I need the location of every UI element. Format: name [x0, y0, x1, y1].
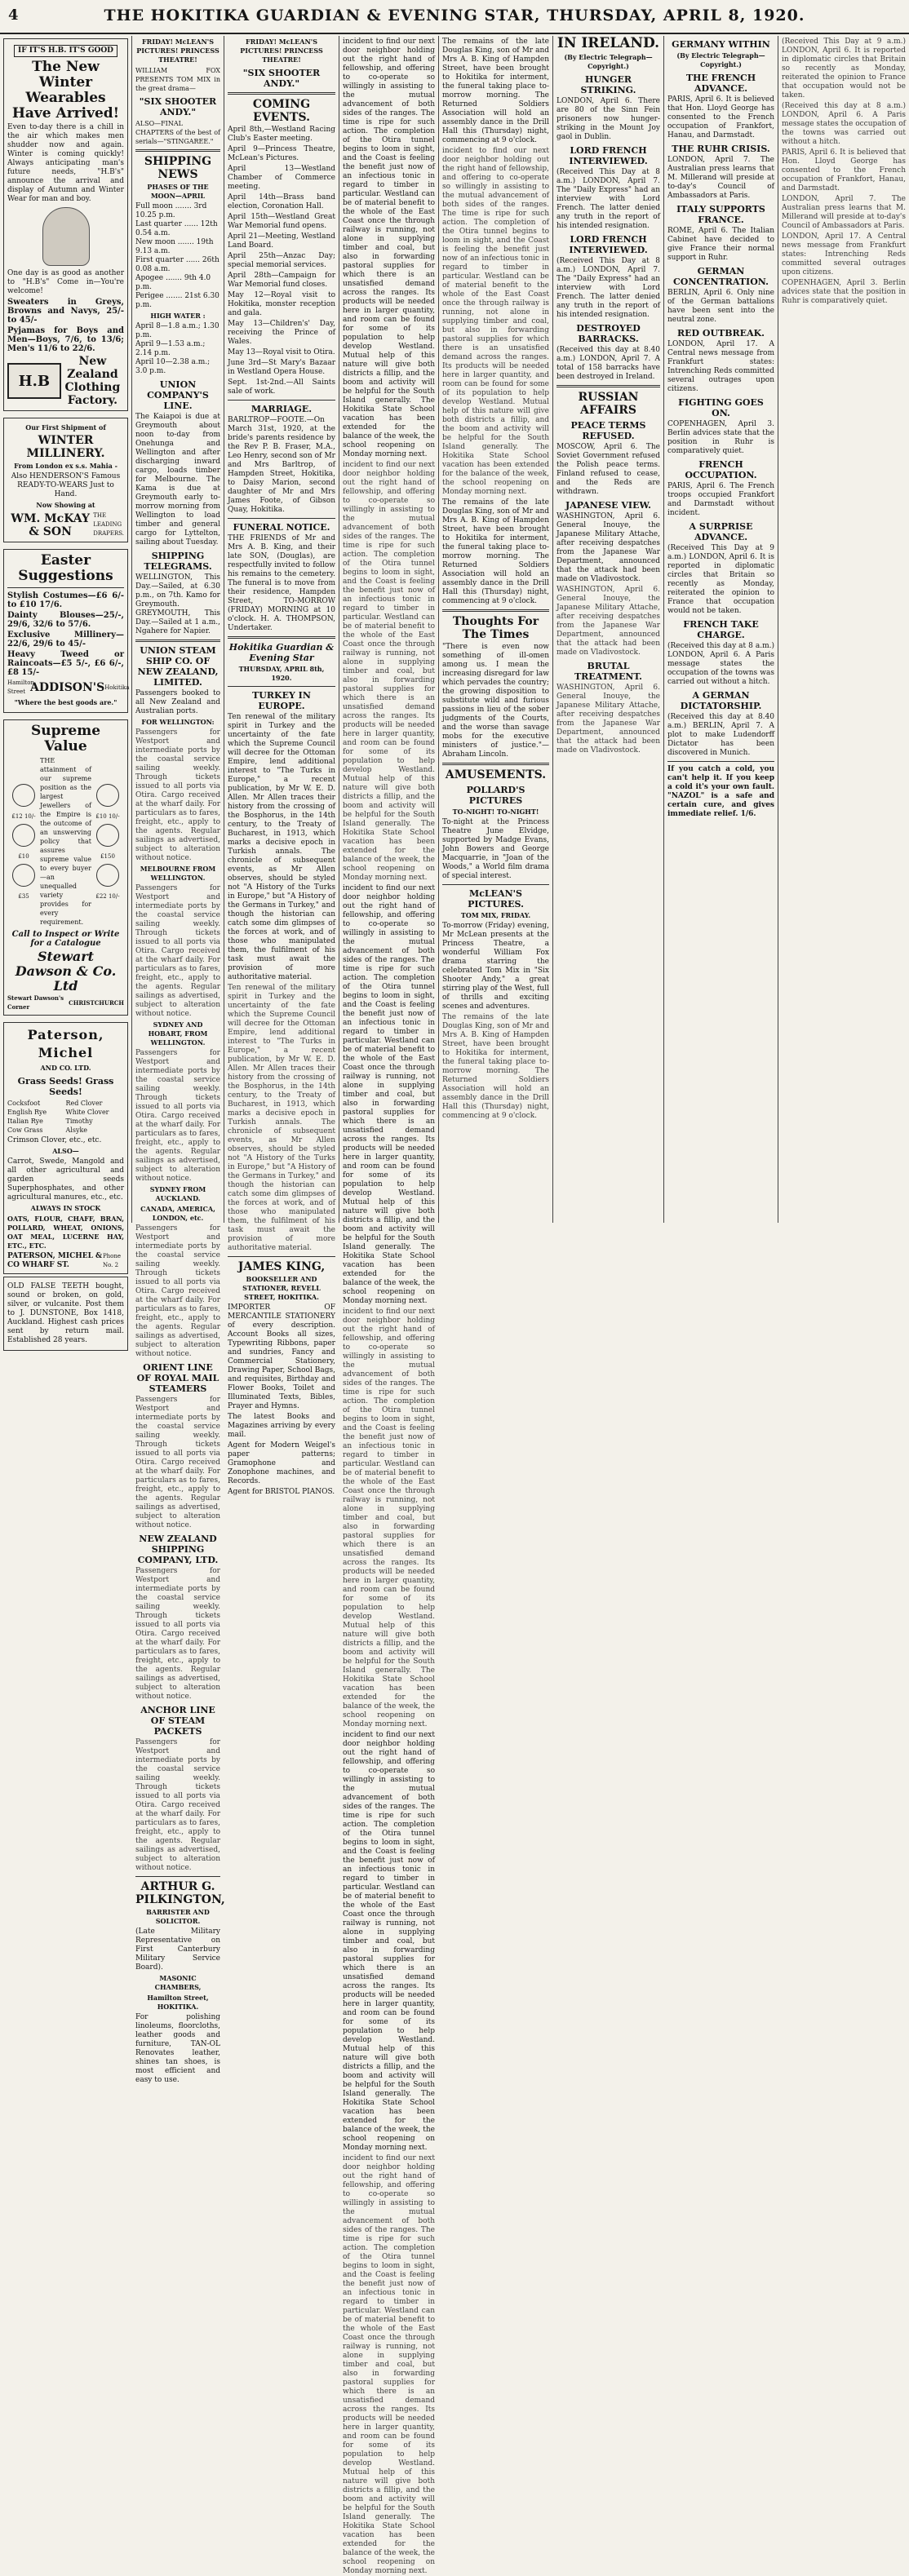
easter-advert [3, 549, 128, 713]
germany-section [667, 690, 774, 758]
japanese-body: WASHINGTON, April 6. General Inouye, the Japanese Military Attache, after receiving despatches from the Japanese War Department, announced that the attack had been made on Vladivostock. [556, 512, 660, 583]
divider [228, 636, 335, 639]
divider [442, 609, 549, 612]
paterson-sub: AND CO. LTD. [40, 1064, 91, 1072]
jamesking-magazines: The latest Books and Magazines arriving by every mail. [228, 1413, 335, 1439]
editorial-body: incident to find our next door neighbor holding out the right hand of fellowship, and offering to co-operate so willingly in assisting to the mutual advancement of both sides of the ranges. The time is ripe for such action. The completion of the Otira tunnel begins to loom in sight, and the Coast is feeling the benefit just now of an infectious tonic in regard to timber in particular. Westland can be of material benefit to the whole of the East Coast once the through railway is running, not alone in supplying timber and coal, but also in forwarding pastoral supplies for which there is an unsatisfied demand across the ranges. Its products will be needed here in larger quantity, and room can be found for some of its population to help develop Westland. Mutual help of this nature will give both districts a fillip, and the boom and activity will be helpful for the South Island generally. The Hokitika State School vacation has been extended for the balance of the week, the school reopening on Monday morning next. [343, 38, 435, 458]
film-title: "SIX SHOOTER ANDY." [139, 96, 217, 117]
paterson-footer: PATERSON, MICHEL & CO WHARF ST. [7, 1252, 103, 1269]
page-number: 4 [8, 7, 19, 24]
hb-headline: The New Winter Wearables Have Arrived! [11, 59, 120, 122]
event-item: May 13—Children's' Day, receiving the Prince of Wales. [228, 320, 335, 346]
germany-section [667, 204, 774, 263]
easter-line: Heavy Tweed or Raincoats—£5 5/-, £6 6/-, £8 15/- [7, 650, 124, 677]
supreme-corner: Stewart Dawson's Corner [7, 994, 64, 1011]
editorial-body: incident to find our next door neighbor holding out the right hand of fellowship, and offering to co-operate so willingly in assisting to the mutual advancement of both sides of the ranges. The time is ripe for such action. The completion of the Otira tunnel begins to loom in sight, and the Coast is feeling the benefit just now of an infectious tonic in regard to timber in particular. Westland can be of material benefit to the whole of the East Coast once the through railway is running, not alone in supplying timber and coal, but also in forwarding pastoral supplies for which there is an unsatisfied demand across the ranges. Its products will be needed here in larger quantity, and room can be found for some of its population to help develop Westland. Mutual help of this nature will give both districts a fillip, and the boom and activity will be helpful for the South Island generally. The Hokitika State School vacation has been extended for the balance of the week, the school reopening on Monday morning next. [343, 1308, 435, 1728]
divider [228, 1256, 335, 1257]
millinery-title: WINTER MILLINERY. [26, 434, 105, 460]
peace-title: PEACE TERMS REFUSED. [570, 420, 646, 441]
local-news: incident to find our next door neighbor holding out the right hand of fellowship, and offering to co-operate so willingly in assisting to the mutual advancement of both sides of the ranges. The time is ripe for such action. The completion of the Otira tunnel begins to loom in sight, and the Coast is feeling the benefit just now of an infectious tonic in regard to timber in particular. Westland can be of material benefit to the whole of the East Coast once the through railway is running, not alone in supplying timber and coal, but also in forwarding pastoral supplies for which there is an unsatisfied demand across the ranges. Its products will be needed here in larger quantity, and room can be found for some of its population to help develop Westland. Mutual help of this nature will give both districts a fillip, and the boom and activity will be helpful for the South Island generally. The Hokitika State School vacation has been extended for the balance of the week, the school reopening on Monday morning next. [442, 147, 549, 496]
local-news: The remains of the late Douglas King, son of Mr and Mrs A. B. King of Hampden Street, have been brought to Hokitika for interment, the funeral taking place to-morrow morning. The Returned Soldiers Association will hold an assembly dance in the Drill Hall this (Thursday) night, commencing at 9 o'clock. [442, 498, 549, 605]
smiling-man-illustration [42, 207, 90, 266]
ring-price: £10 10/- [95, 813, 120, 820]
event-item: May 13—Royal visit to Otira. [228, 348, 335, 356]
germany-section-body: BERLIN, April 6. Only nine of the German battalions have been sent into the neutral zone. [667, 289, 774, 324]
germany-section-body: LONDON, April 7. The Australian press learns that M. Millerand will preside at to-day's Council of Ambassadors at Paris. [667, 156, 774, 200]
moon-phase-row: Last quarter ...... 12th 0.54 a.m. [135, 220, 218, 237]
cable-continued: (Received This Day at 9 a.m.) LONDON, April 6. It is reported in diplomatic circles that Britain so recently as Monday, reiterated the opinion to France that occupation would not be taken. [782, 38, 906, 100]
moon-phase-row: New moon ....... 19th 9.13 a.m. [135, 238, 214, 255]
lord-body: (Received This Day at 8 a.m.) LONDON, April 7. The "Daily Express" had an interview with Lord French. The latter denied any truth in the report of his intended resignation. [556, 168, 660, 230]
hb-brand-logo: IF IT'S H.B. IT'S GOOD [14, 45, 118, 57]
millinery-intro: Our First Shipment of [25, 423, 106, 432]
divider [135, 640, 220, 642]
stingaree-line: ALSO—FINAL CHAPTERS of the best of serials—"STINGAREE." [135, 120, 220, 145]
germany-section-title: FIGHTING GOES ON. [678, 397, 764, 418]
jamesking-agent: Agent for Modern Weigel's paper patterns; Gramophone and Zonophone machines, and Records. [228, 1441, 335, 1485]
germany-section-body: ROME, April 6. The Italian Cabinet have decided to give France their normal support in Ruhr. [667, 227, 774, 262]
high-water-row: April 8—1.8 a.m.; 1.30 p.m. [135, 322, 219, 339]
funeral-body: THE FRIENDS of Mr and Mrs A. B. King, and their late SON, (Douglas), are respectfully invited to follow his remains to the cemetery. The funeral is to move from their residence, Hampden Street, TO-MORROW (FRIDAY) MORNING at 10 o'clock. H. A. THOMPSON, Undertaker. [228, 534, 335, 632]
jamesking-body: IMPORTER OF MERCANTILE STATIONERY of every description. Account Books all sizes, Typewriting Ribbons, paper and sundries, Fancy and Commercial Stationery, Drawing Paper, School Bags, and requisites, Birthday and Flower Books, Toilet and Illuminated Texts, Bibles, Prayer and Hymns. [228, 1303, 335, 1410]
cable-credit: (By Electric Telegraph—Copyright.) [564, 53, 653, 70]
event-item: April 25th—Anzac Day; special memorial services. [228, 252, 335, 269]
newspaper-title: THE HOKITIKA GUARDIAN & EVENING STAR, THURSDAY, APRIL 8, 1920. [104, 7, 805, 24]
telegrams-title: SHIPPING TELEGRAMS. [144, 551, 212, 572]
coming-events-title: COMING EVENTS. [252, 98, 311, 124]
cable-continued: COPENHAGEN, April 3. Berlin advices state that the position in Ruhr is comparatively quiet. [782, 279, 906, 305]
shipping-line: SYDNEY FROM AUCKLAND. [149, 1185, 206, 1202]
ring-price: £150 [100, 853, 115, 860]
germany-section [667, 521, 774, 616]
tonight: TO-NIGHT! TO-NIGHT! [452, 808, 539, 816]
paterson-grain: OATS, FLOUR, CHAFF, BRAN, POLLARD, WHEAT, ONIONS, OAT MEAL, LUCERNE HAY, ETC., ETC. [7, 1215, 124, 1250]
shipping-line: ORIENT LINE OF ROYAL MAIL STEAMERS [136, 1362, 219, 1394]
germany-section-title: GERMAN CONCENTRATION. [673, 266, 769, 287]
paterson-name: Paterson, Michel [27, 1027, 104, 1060]
column-7 [664, 36, 778, 1223]
germany-section-title: FRENCH TAKE CHARGE. [683, 619, 759, 640]
hb-advert [3, 38, 128, 411]
hunger-body: LONDON, April 6. There are 80 of the Sinn Fein prisoners now hunger-striking in the Mount Joy gaol in Dublin. [556, 97, 660, 141]
ring-price: £22 10/- [95, 893, 120, 900]
easter-line: Stylish Costumes—£6 6/- to £10 17/6. [7, 591, 124, 609]
germany-section-body: (Received This Day at 9 a.m.) LONDON, April 6. It is reported in diplomatic circles that Britain so recently as Monday, reiterated the opinion to France that occupation would not be taken. [667, 544, 774, 615]
pilkington-role: BARRISTER AND SOLICITOR. [146, 1908, 210, 1925]
shipping-filler: Passengers for Westport and intermediate ports by the coastal service sailing weekly. Through tickets issued to all ports via Otira. Cargo received at the wharf daily. For particulars as to fares, freight, etc., apply to the agents. Regular sailings as advertised, subject to alteration without notice. [135, 1738, 220, 1872]
jamesking-name: JAMES KING, [237, 1260, 326, 1273]
event-item: May 12—Royal visit to Hokitika, monster reception and gala. [228, 291, 335, 317]
russian-head: RUSSIAN AFFAIRS [578, 391, 639, 417]
lord-body: (Received This Day at 8 a.m.) LONDON, April 7. The "Daily Express" had an interview with Lord French. The latter denied any truth in the report of his intended resignation. [556, 257, 660, 319]
germany-section-body: PARIS, April 6. It is believed that Hon. Lloyd George has consented to the French occupation of Frankfort, Hanau, and Darmstadt. [667, 95, 774, 139]
millinery-advert [3, 418, 128, 542]
shipping-line: NEW ZEALAND SHIPPING COMPANY, LTD. [137, 1534, 219, 1565]
local-news: The remains of the late Douglas King, son of Mr and Mrs A. B. King of Hampden Street, have been brought to Hokitika for interment, the funeral taking place to-morrow morning. The Returned Soldiers Association will hold an assembly dance in the Drill Hall this (Thursday) night, commencing at 9 o'clock. [442, 38, 549, 144]
germany-section [667, 73, 774, 140]
high-water-row: April 10—2.38 a.m.; 3.0 p.m. [135, 358, 211, 375]
seed-item: Crimson Clover, etc., etc. [7, 1136, 102, 1144]
supreme-city: CHRISTCHURCH [69, 998, 124, 1007]
destroyed-body: (Received this day at 8.40 a.m.) LONDON, April 7. A total of 158 barracks have been destroyed in Ireland. [556, 346, 660, 381]
divider [228, 686, 335, 687]
millinery-from: From London ex s.s. Mahia - [14, 462, 118, 470]
shipping-news-title: SHIPPING NEWS [144, 155, 212, 181]
shipping-filler: Passengers for Westport and intermediate ports by the coastal service sailing weekly. Through tickets issued to all ports via Otira. Cargo received at the wharf daily. For particulars as to fares, freight, etc., apply to the agents. Regular sailings as advertised, subject to alteration without notice. [135, 1224, 220, 1358]
phases-title: PHASES OF THE MOON—APRIL [147, 183, 209, 200]
mclean-banner: FRIDAY! McLEAN'S PICTURES! PRINCESS THEATRE! [136, 38, 219, 64]
seed-item: English Rye [7, 1109, 47, 1116]
supreme-title: Supreme Value [30, 723, 101, 755]
stewart-dawson-logo: Stewart Dawson & Co. Ltd [15, 949, 117, 994]
divider [667, 761, 774, 762]
paterson-advert [3, 1022, 128, 1274]
easter-slogan: "Where the best goods are." [14, 698, 118, 706]
union-body: The Kaiapoi is due at Greymouth about noon to-day from Onehunga and Wellington and after discharging inward cargo, loads timber for Melbourne. The Kama is due at Greymouth early to-morrow morning from Wellington to load timber and general cargo for Lyttelton, sailing about Tuesday. [135, 413, 220, 547]
paterson-body: Carrot, Swede, Mangold and all other agricultural and garden seeds Superphosphates, and other agricultural manures, etc., etc. [7, 1157, 124, 1202]
peace-body: MOSCOW, April 6. The Soviet Government refused the Polish peace terms. Finland refused to cease, and the Reds are withdrawn. [556, 443, 660, 496]
turkey-title: TURKEY IN EUROPE. [252, 690, 311, 711]
ring-price: £35 [18, 893, 29, 900]
nazol-advert: If you catch a cold, you can't help it. If you keep a cold it's your own fault. "NAZOL" is a safe and certain cure, and gives immediate relief. 1/6. [667, 765, 774, 818]
moon-phase-row: Apogee ....... 9th 4.0 p.m. [135, 274, 211, 291]
high-water-row: April 9—1.53 a.m.; 2.14 p.m. [135, 340, 206, 357]
moon-phase-row: Perigee ....... 21st 6.30 p.m. [135, 292, 219, 309]
for-wellington: FOR WELLINGTON: [141, 718, 215, 726]
shipping-line: ANCHOR LINE OF STEAM PACKETS [140, 1705, 215, 1737]
germany-section-title: FRENCH OCCUPATION. [685, 459, 757, 480]
tanol-advert: For polishing linoleums, floorcloths, leather goods and furniture, TAN-OL Renovates leather, shines tan shoes, is most efficient and easy to use. [135, 2013, 220, 2084]
hb-sweaters: Sweaters in Greys, Browns and Navys, 25/- to 45/- [7, 298, 124, 325]
event-item: April 21—Meeting, Westland Land Board. [228, 232, 335, 250]
ussco-title: UNION STEAM SHIP CO. OF NEW ZEALAND, LIMITED. [137, 645, 219, 688]
column-5 [439, 36, 553, 1223]
pollard-title: POLLARD'S PICTURES [466, 785, 525, 806]
supreme-body: THE attainment of our supreme position as the largest Jewellers of the Empire is the outcome of an unswerving policy that assures supreme value to every buyer—an unequalled variety provides for every requirement. [40, 757, 91, 926]
event-item: April 15th—Westland Great War Memorial fund opens. [228, 213, 335, 230]
ireland-head: IN IRELAND. [556, 35, 660, 51]
jamesking-agent: Agent for BRISTOL PIANOS. [228, 1488, 335, 1496]
event-item: Sept. 1st-2nd.—All Saints sale of work. [228, 378, 335, 396]
germany-section-body: COPENHAGEN, April 3. Berlin advices state that the position in Ruhr is comparatively quiet. [667, 420, 774, 455]
hb-factory-logo: H.B [7, 363, 61, 399]
ring-illustration [12, 784, 35, 807]
divider [228, 400, 335, 401]
easter-street: Hamilton Street [7, 679, 34, 695]
event-item: April 13—Westland Chamber of Commerce meeting. [228, 165, 335, 191]
ring-price: £12 10/- [11, 813, 36, 820]
shipping-filler: Passengers for Westport and intermediate ports by the coastal service sailing weekly. Through tickets issued to all ports via Otira. Cargo received at the wharf daily. For particulars as to fares, freight, etc., apply to the agents. Regular sailings as advertised, subject to alteration without notice. [135, 884, 220, 1018]
pollard-body: To-night at the Princess Theatre June Elvidge, supported by Madge Evans, John Bowers and George Macquarrie, in "Joan of the Woods," a World film drama of special interest. [442, 818, 549, 880]
hb-pyjamas: Pyjamas for Boys and Men—Boys, 7/6, to 13/6; Men's 11/6 to 22/6. [7, 326, 124, 353]
divider [135, 1876, 220, 1877]
film-title: "SIX SHOOTER ANDY." [242, 68, 321, 89]
paterson-phone: Phone No. 2 [102, 1253, 122, 1268]
cable-continued: LONDON, April 7. The Australian press learns that M. Millerand will preside at to-day's Council of Ambassadors at Paris. [782, 195, 906, 230]
thoughts-body: "There is even now something of ill-omen among us. I mean the increasing disregard for law which pervades the country; the growing disposition to substitute wild and furious passions in lieu of the sober judgments of the Courts, and the worse than savage mobs for the executive ministers of justice."—Abraham Lincoln. [442, 643, 549, 759]
column-4 [339, 36, 439, 2575]
seed-item: Red Clover [65, 1100, 103, 1107]
editorial-body: incident to find our next door neighbor holding out the right hand of fellowship, and offering to co-operate so willingly in assisting to the mutual advancement of both sides of the ranges. The time is ripe for such action. The completion of the Otira tunnel begins to loom in sight, and the Coast is feeling the benefit just now of an infectious tonic in regard to timber in particular. Westland can be of material benefit to the whole of the East Coast once the through railway is running, not alone in supplying timber and coal, but also in forwarding pastoral supplies for which there is an unsatisfied demand across the ranges. Its products will be needed here in larger quantity, and room can be found for some of its population to help develop Westland. Mutual help of this nature will give both districts a fillip, and the boom and activity will be helpful for the South Island generally. The Hokitika State School vacation has been extended for the balance of the week, the school reopening on Monday morning next. [343, 461, 435, 882]
funeral-title: FUNERAL NOTICE. [233, 522, 330, 533]
paterson-stock: ALWAYS IN STOCK [30, 1204, 101, 1212]
masonic-place: Hamilton Street, HOKITIKA. [147, 1994, 209, 2011]
shipping-filler: Passengers for Westport and intermediate ports by the coastal service sailing weekly. Through tickets issued to all ports via Otira. Cargo received at the wharf daily. For particulars as to fares, freight, etc., apply to the agents. Regular sailings as advertised, subject to alteration without notice. [135, 728, 220, 862]
paper-nameplate: Hokitika Guardian & Evening Star [228, 642, 335, 663]
germany-head: GERMANY WITHIN [672, 39, 770, 50]
easter-firm: ADDISON'S [30, 681, 105, 694]
millinery-tag: THE LEADING DRAPERS. [93, 512, 125, 537]
germany-section-body: LONDON, April 17. A Central news message from Frankfurt states: Intrenching Reds committed several outrages upon citizens. [667, 340, 774, 393]
event-item: April 14th—Brass band election, Coronation Hall. [228, 193, 335, 210]
supreme-call: Call to Inspect or Write for a Catalogue [11, 930, 120, 948]
millinery-also: Also HENDERSON'S Famous READY-TO-WEARS Just to Hand. [11, 472, 121, 498]
ussco-sub: Passengers booked to all New Zealand and Australian ports. [135, 689, 220, 715]
germany-section-body: (Received this day at 8.40 a.m.) BERLIN, April 7. A plot to make Ludendorff Dictator has been discovered in Munich. [667, 713, 774, 757]
pilkington-note: (Late Military Representative on First Canterbury Military Service Board). [135, 1928, 220, 1972]
ring-illustration [12, 824, 35, 847]
easter-title: Easter Suggestions [18, 552, 113, 584]
teeth-advert [3, 1277, 128, 1351]
lord-title: LORD FRENCH INTERVIEWED. [569, 145, 648, 166]
germany-section-title: THE RUHR CRISIS. [672, 144, 770, 154]
divider [556, 385, 660, 387]
supreme-advert [3, 719, 128, 1016]
easter-line: Dainty Blouses—25/-, 29/6, 32/6 to 57/6. [7, 611, 124, 629]
germany-section-body: PARIS, April 6. The French troops occupied Frankfort and Darmstadt without incident. [667, 482, 774, 517]
seed-item: Timothy [65, 1118, 93, 1125]
shipping-filler: Passengers for Westport and intermediate ports by the coastal service sailing weekly. Through tickets issued to all ports via Otira. Cargo received at the wharf daily. For particulars as to fares, freight, etc., apply to the agents. Regular sailings as advertised, subject to alteration without notice. [135, 1567, 220, 1701]
moon-phase-row: Full moon ....... 3rd 10.25 p.m. [135, 202, 207, 219]
marriage-body: BARLTROP—FOOTE.—On March 31st, 1920, at the bride's parents residence by the Rev P. B. Fraser, M.A., Leo Henry, second son of Mr and Mrs Barltrop, of Hampden Street, Hokitika, to Daisy Marion, second daughter of Mr and Mrs James Foote, of Gibson Quay, Hokitika. [228, 416, 335, 514]
millinery-firm: WM. McKAY & SON [11, 511, 90, 538]
millinery-showing: Now Showing at [36, 501, 95, 509]
masonic-name: MASONIC CHAMBERS, [154, 1974, 202, 1991]
editorial-body: incident to find our next door neighbor holding out the right hand of fellowship, and offering to co-operate so willingly in assisting to the mutual advancement of both sides of the ranges. The time is ripe for such action. The completion of the Otira tunnel begins to loom in sight, and the Coast is feeling the benefit just now of an infectious tonic in regard to timber in particular. Westland can be of material benefit to the whole of the East Coast once the through railway is running, not alone in supplying timber and coal, but also in forwarding pastoral supplies for which there is an unsatisfied demand across the ranges. Its products will be needed here in larger quantity, and room can be found for some of its population to help develop Westland. Mutual help of this nature will give both districts a fillip, and the boom and activity will be helpful for the South Island generally. The Hokitika State School vacation has been extended for the balance of the week, the school reopening on Monday morning next. [343, 2154, 435, 2575]
fox-presents: WILLIAM FOX PRESENTS TOM MIX in the great drama— [135, 67, 220, 92]
hb-body: Even to-day there is a chill in the air which makes men shudder now and again. Winter is coming quickly! Always anticipating man's future needs, "H.B's" announce the arrival and display of Autumn and Winter Wear for man and boy. [7, 123, 124, 203]
germany-section-body: (Received this day at 8 a.m.) LONDON, April 6. A Paris message states the occupation of the towns was carried out without a hitch. [667, 642, 774, 686]
column-8 [778, 36, 909, 1223]
union-title: UNION COMPANY'S LINE. [147, 379, 209, 411]
event-item: April 9—Princess Theatre, McLean's Pictures. [228, 145, 335, 162]
easter-line: Exclusive Millinery—22/6, 29/6 to 45/- [7, 631, 124, 648]
easter-place: Hokitika [104, 684, 130, 691]
germany-section-title: ITALY SUPPORTS FRANCE. [676, 204, 765, 225]
mclean-banner: FRIDAY! McLEAN'S PICTURES! PRINCESS THEATRE! [240, 38, 323, 64]
telegrams-body: WELLINGTON, This Day.—Sailed, at 6.30 p.m., on 7th. Kamo for Greymouth. GREYMOUTH, This Day.—Sailed at 1 a.m., Ngahere for Napier. [135, 573, 220, 635]
destroyed-title: DESTROYED BARRACKS. [576, 323, 641, 344]
pilkington-name: ARTHUR G. PILKINGTON, [135, 1880, 225, 1906]
local-news: The remains of the late Douglas King, son of Mr and Mrs A. B. King of Hampden Street, have been brought to Hokitika for interment, the funeral taking place to-morrow morning. The Returned Soldiers Association will hold an assembly dance in the Drill Hall this (Thursday) night, commencing at 9 o'clock. [442, 1013, 549, 1120]
amusements-title: AMUSEMENTS. [445, 768, 547, 781]
germany-section [667, 328, 774, 394]
hunger-title: HUNGER STRIKING. [580, 74, 636, 95]
event-item: June 3rd—St Mary's Bazaar in Westland Opera House. [228, 359, 335, 376]
column-1 [0, 36, 132, 1344]
jamesking-trade: BOOKSELLER AND STATIONER, REVELL STREET, HOKITIKA. [242, 1275, 321, 1301]
ring-illustration [96, 824, 119, 847]
germany-section [667, 459, 774, 518]
ring-illustration [96, 784, 119, 807]
ring-illustration [96, 864, 119, 887]
brutal-title: BRUTAL TREATMENT. [574, 661, 643, 682]
germany-section-title: THE FRENCH ADVANCE. [685, 73, 756, 94]
paper-date: THURSDAY, APRIL 8th, 1920. [238, 665, 325, 682]
seed-item: Italian Rye [7, 1118, 43, 1125]
editorial-body: incident to find our next door neighbor holding out the right hand of fellowship, and offering to co-operate so willingly in assisting to the mutual advancement of both sides of the ranges. The time is ripe for such action. The completion of the Otira tunnel begins to loom in sight, and the Coast is feeling the benefit just now of an infectious tonic in regard to timber in particular. Westland can be of material benefit to the whole of the East Coast once the through railway is running, not alone in supplying timber and coal, but also in forwarding pastoral supplies for which there is an unsatisfied demand across the ranges. Its products will be needed here in larger quantity, and room can be found for some of its population to help develop Westland. Mutual help of this nature will give both districts a fillip, and the boom and activity will be helpful for the South Island generally. The Hokitika State School vacation has been extended for the balance of the week, the school reopening on Monday morning next. [343, 1731, 435, 2152]
japanese-title: JAPANESE VIEW. [565, 500, 651, 511]
high-water-title: HIGH WATER : [150, 312, 206, 320]
divider [228, 92, 335, 95]
masthead [0, 0, 909, 34]
divider [135, 149, 220, 152]
germany-section [667, 266, 774, 325]
divider [442, 884, 549, 885]
seed-item: Cow Grass [7, 1126, 43, 1134]
turkey-body: Ten renewal of the military spirit in Turkey and the uncertainty of the fate which the Supreme Council will decree for the Ottoman Empire, lend additional interest to "The Turks in Europe," a recent publication, by Mr W. E. D. Allen. Mr Allen traces their history from the crossing of the Bosphorus, in the 14th century, to the Treaty of Bucharest, in 1913, which marks a decisive epoch in Turkish annals. The chronicle of subsequent events, as Mr Allen observes, should be styled not "A History of the Turks in Europe," but "A History of the Germans in Turkey," and though the historian can catch some dim glimpses of the forces at work, and of those who manipulated them, the fulfilment of his task must await the provision of more authoritative material. [228, 713, 335, 981]
turkey-body: Ten renewal of the military spirit in Turkey and the uncertainty of the fate which the Supreme Council will decree for the Ottoman Empire, lend additional interest to "The Turks in Europe," a recent publication, by Mr W. E. D. Allen. Mr Allen traces their history from the crossing of the Bosphorus, in the 14th century, to the Treaty of Bucharest, in 1913, which marks a decisive epoch in Turkish annals. The chronicle of subsequent events, as Mr Allen observes, should be styled not "A History of the Turks in Europe," but "A History of the Germans in Turkey," and though the historian can catch some dim glimpses of the forces at work, and of those who manipulated them, the fulfilment of his task must await the provision of more authoritative material. [228, 984, 335, 1252]
moon-phase-row: First quarter ...... 26th 0.08 a.m. [135, 256, 219, 273]
germany-section [667, 619, 774, 687]
paterson-seeds-title: Grass Seeds! Grass Seeds! [17, 1076, 114, 1097]
germany-section-title: RED OUTBREAK. [676, 328, 765, 339]
event-item: April 8th,—Westland Racing Club's Easter meeting. [228, 126, 335, 143]
japanese-body: WASHINGTON, April 6. General Inouye, the Japanese Military Attache, after receiving despatches from the Japanese War Department, announced that the attack had been made on Vladivostock. [556, 684, 660, 755]
cable-continued: PARIS, April 6. It is believed that Hon. Lloyd George has consented to the French occupation of Frankfort, Hanau, and Darmstadt. [782, 148, 906, 193]
cable-continued: (Received this day at 8 a.m.) LONDON, April 6. A Paris message states the occupation of the towns was carried out without a hitch. [782, 102, 906, 146]
seed-item: Alsyke [65, 1126, 88, 1134]
editorial-body: incident to find our next door neighbor holding out the right hand of fellowship, and offering to co-operate so willingly in assisting to the mutual advancement of both sides of the ranges. The time is ripe for such action. The completion of the Otira tunnel begins to loom in sight, and the Coast is feeling the benefit just now of an infectious tonic in regard to timber in particular. Westland can be of material benefit to the whole of the East Coast once the through railway is running, not alone in supplying timber and coal, but also in forwarding pastoral supplies for which there is an unsatisfied demand across the ranges. Its products will be needed here in larger quantity, and room can be found for some of its population to help develop Westland. Mutual help of this nature will give both districts a fillip, and the boom and activity will be helpful for the South Island generally. The Hokitika State School vacation has been extended for the balance of the week, the school reopening on Monday morning next. [343, 884, 435, 1305]
germany-section [667, 397, 774, 456]
shipping-line: SYDNEY AND HOBART, FROM WELLINGTON. [148, 1020, 208, 1047]
column-2 [132, 36, 225, 2084]
shipping-line: CANADA, AMERICA, LONDON, etc. [140, 1205, 215, 1222]
ring-price: £10 [18, 853, 29, 860]
divider [7, 587, 124, 588]
shipping-filler: Passengers for Westport and intermediate ports by the coastal service sailing weekly. Through tickets issued to all ports via Otira. Cargo received at the wharf daily. For particulars as to fares, freight, etc., apply to the agents. Regular sailings as advertised, subject to alteration without notice. [135, 1049, 220, 1183]
mclean-body: To-morrow (Friday) evening, Mr McLean presents at the Princess Theatre, a wonderful William Fox drama starring the celebrated Tom Mix in "Six Shooter Andy," a great stirring play of the West, full of thrills and exciting scenes and adventures. [442, 922, 549, 1011]
japanese-body: WASHINGTON, April 6. General Inouye, the Japanese Military Attache, after receiving despatches from the Japanese War Department, announced that the attack had been made on Vladivostock. [556, 586, 660, 657]
thoughts-title: Thoughts For The Times [452, 615, 539, 641]
mclean-sub: TOM MIX, FRIDAY. [460, 911, 531, 919]
cable-continued: LONDON, April 17. A Central news message from Frankfurt states: Intrenching Reds committed several outrages upon citizens. [782, 232, 906, 277]
seed-item: White Clover [65, 1109, 109, 1116]
hb-factory: New Zealand Clothing Factory. [64, 355, 121, 407]
germany-section-title: A SURPRISE ADVANCE. [689, 521, 753, 542]
paterson-also: ALSO— [52, 1147, 79, 1155]
column-6 [553, 36, 664, 1223]
marriage-title: MARRIAGE. [251, 404, 313, 414]
seed-item: Cocksfoot [7, 1100, 41, 1107]
germany-section-title: A GERMAN DICTATORSHIP. [680, 690, 762, 711]
divider [228, 518, 335, 519]
mclean-title: McLEAN'S PICTURES. [468, 888, 524, 910]
ring-illustration [12, 864, 35, 887]
column-3 [224, 36, 339, 1496]
event-item: April 28th—Campaign for War Memorial fund closes. [228, 272, 335, 289]
lord-title: LORD FRENCH INTERVIEWED. [569, 234, 648, 255]
shipping-filler: Passengers for Westport and intermediate ports by the coastal service sailing weekly. Through tickets issued to all ports via Otira. Cargo received at the wharf daily. For particulars as to fares, freight, etc., apply to the agents. Regular sailings as advertised, subject to alteration without notice. [135, 1396, 220, 1529]
germany-section [667, 144, 774, 201]
divider [442, 763, 549, 765]
teeth-text: OLD FALSE TEETH bought, sound or broken, on gold, silver, or vulcanite. Post them to J. DUNSTONE, Box 1418, Auckland. Highest cash prices sent by return mail. Established 28 years. [7, 1282, 124, 1344]
cable-credit: (By Electric Telegraph—Copyright.) [676, 51, 765, 69]
shipping-line: MELBOURNE FROM WELLINGTON. [140, 865, 216, 882]
hb-line2: One day is as good as another to "H.B's" Come in—You're welcome! [7, 269, 124, 295]
